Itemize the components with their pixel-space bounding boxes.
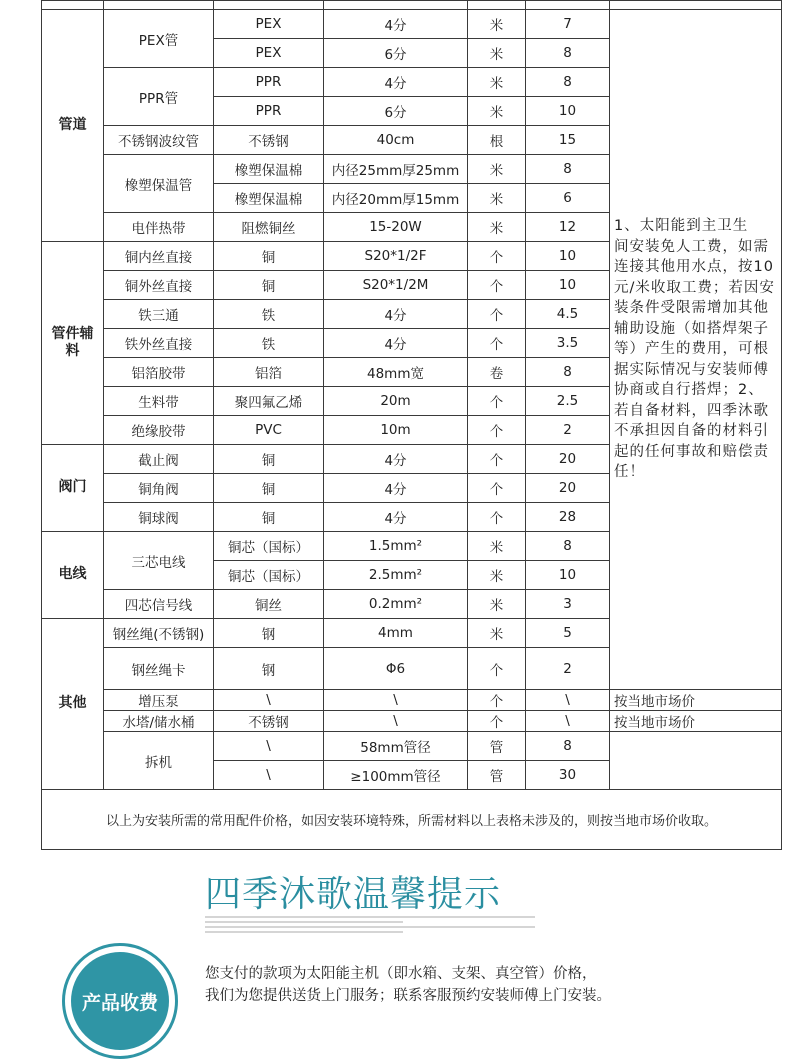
unit-cell: 个 [468, 648, 526, 690]
fee-line-2: 我们为您提供送货上门服务；联系客服预约安装师傅上门安装。 [205, 988, 611, 1004]
material-cell: 铜 [214, 474, 324, 503]
item-name-cell: 钢丝绳卡 [104, 648, 214, 690]
unit-cell: 个 [468, 711, 526, 732]
unit-cell: 个 [468, 474, 526, 503]
unit-cell: 个 [468, 387, 526, 416]
material-cell: PPR [214, 97, 324, 126]
item-name-cell: PEX管 [104, 10, 214, 68]
price-cell: 4.5 [526, 300, 610, 329]
material-cell: 不锈钢 [214, 711, 324, 732]
unit-cell: 个 [468, 271, 526, 300]
item-name-cell: 钢丝绳(不锈钢) [104, 619, 214, 648]
price-cell: 8 [526, 732, 610, 761]
price-cell: 20 [526, 445, 610, 474]
item-name-cell: 生料带 [104, 387, 214, 416]
table-header-strip [42, 1, 782, 10]
unit-cell: 个 [468, 329, 526, 358]
material-cell: 橡塑保温棉 [214, 155, 324, 184]
price-cell: 20 [526, 474, 610, 503]
spec-cell: 4分 [324, 503, 468, 532]
item-name-cell: 四芯信号线 [104, 590, 214, 619]
item-name-cell: 不锈钢波纹管 [104, 126, 214, 155]
material-cell: 铁 [214, 329, 324, 358]
item-name-cell: 铁外丝直接 [104, 329, 214, 358]
price-cell: 7 [526, 10, 610, 39]
material-cell: PPR [214, 68, 324, 97]
material-cell: PEX [214, 10, 324, 39]
price-cell: 8 [526, 358, 610, 387]
price-cell: 8 [526, 532, 610, 561]
table-row [42, 732, 782, 761]
fee-description [205, 963, 611, 1007]
price-cell: 2 [526, 648, 610, 690]
item-name-cell: 橡塑保温管 [104, 155, 214, 213]
spec-cell: S20*1/2M [324, 271, 468, 300]
spec-cell: 0.2mm² [324, 590, 468, 619]
price-cell: 10 [526, 242, 610, 271]
price-cell: 10 [526, 97, 610, 126]
item-name-cell: 铜角阀 [104, 474, 214, 503]
unit-cell: 个 [468, 300, 526, 329]
unit-cell: 米 [468, 68, 526, 97]
unit-cell: 卷 [468, 358, 526, 387]
item-name-cell: 电伴热带 [104, 213, 214, 242]
item-name-cell: 拆机 [104, 732, 214, 790]
spec-cell: 58mm管径 [324, 732, 468, 761]
fee-badge: 产品收费 [71, 952, 169, 1050]
item-name-cell: 铝箔胶带 [104, 358, 214, 387]
material-cell: \ [214, 690, 324, 711]
category-cell: 电线 [42, 532, 104, 619]
unit-cell: 个 [468, 445, 526, 474]
table-row [42, 711, 782, 732]
item-name-cell: 绝缘胶带 [104, 416, 214, 445]
fee-line-1: 您支付的款项为太阳能主机（即水箱、支架、真空管）价格， [205, 966, 597, 982]
spec-cell: 15-20W [324, 213, 468, 242]
category-cell: 管道 [42, 10, 104, 242]
spec-cell: ≥100mm管径 [324, 761, 468, 790]
decorative-fine-print [205, 916, 535, 936]
note-cell: 按当地市场价 [610, 690, 782, 711]
spec-cell: 内径20mm厚15mm [324, 184, 468, 213]
table-row [42, 690, 782, 711]
spec-cell: 6分 [324, 39, 468, 68]
category-cell: 管件辅料 [42, 242, 104, 445]
material-cell: 铜 [214, 271, 324, 300]
spec-cell: 48mm宽 [324, 358, 468, 387]
spec-cell: 内径25mm厚25mm [324, 155, 468, 184]
material-cell: 铜芯（国标） [214, 561, 324, 590]
item-name-cell: 增压泵 [104, 690, 214, 711]
item-name-cell: 铁三通 [104, 300, 214, 329]
note-cell: 按当地市场价 [610, 711, 782, 732]
unit-cell: 米 [468, 184, 526, 213]
material-cell: \ [214, 761, 324, 790]
price-cell: \ [526, 711, 610, 732]
price-cell: 8 [526, 155, 610, 184]
spec-cell: 40cm [324, 126, 468, 155]
unit-cell: 米 [468, 213, 526, 242]
spec-cell: 20m [324, 387, 468, 416]
item-name-cell: 铜内丝直接 [104, 242, 214, 271]
price-cell: 12 [526, 213, 610, 242]
material-cell: 不锈钢 [214, 126, 324, 155]
material-cell: 铝箔 [214, 358, 324, 387]
material-cell: 橡塑保温棉 [214, 184, 324, 213]
price-cell: 2 [526, 416, 610, 445]
item-name-cell: 铜外丝直接 [104, 271, 214, 300]
price-cell: 6 [526, 184, 610, 213]
item-name-cell: 水塔/储水桶 [104, 711, 214, 732]
material-cell: \ [214, 732, 324, 761]
footer-note: 以上为安装所需的常用配件价格，如因安装环境特殊，所需材料以上表格未涉及的，则按当地市场价收取。 [42, 790, 782, 850]
material-cell: 铜 [214, 445, 324, 474]
spec-cell: 4mm [324, 619, 468, 648]
price-cell: 3 [526, 590, 610, 619]
material-cell: PVC [214, 416, 324, 445]
unit-cell: 米 [468, 155, 526, 184]
unit-cell: 个 [468, 690, 526, 711]
spec-cell: 4分 [324, 300, 468, 329]
unit-cell: 米 [468, 39, 526, 68]
unit-cell: 米 [468, 10, 526, 39]
price-cell: 10 [526, 561, 610, 590]
spec-cell: 4分 [324, 329, 468, 358]
price-cell: 30 [526, 761, 610, 790]
spec-cell: \ [324, 711, 468, 732]
price-cell: 15 [526, 126, 610, 155]
spec-cell: 4分 [324, 445, 468, 474]
material-cell: 铜芯（国标） [214, 532, 324, 561]
unit-cell: 根 [468, 126, 526, 155]
material-cell: 铜 [214, 242, 324, 271]
item-name-cell: PPR管 [104, 68, 214, 126]
material-cell: 铁 [214, 300, 324, 329]
price-cell: 8 [526, 68, 610, 97]
price-cell: 2.5 [526, 387, 610, 416]
spec-cell: 10m [324, 416, 468, 445]
spec-cell: 1.5mm² [324, 532, 468, 561]
category-cell: 其他 [42, 619, 104, 790]
unit-cell: 米 [468, 590, 526, 619]
material-cell: 钢 [214, 648, 324, 690]
spec-cell: \ [324, 690, 468, 711]
price-cell: 28 [526, 503, 610, 532]
item-name-cell: 铜球阀 [104, 503, 214, 532]
spec-cell: 4分 [324, 10, 468, 39]
tips-title: 四季沐歌温馨提示 [205, 874, 502, 915]
spec-cell: Φ6 [324, 648, 468, 690]
unit-cell: 管 [468, 732, 526, 761]
spec-cell: 4分 [324, 474, 468, 503]
material-cell: 钢 [214, 619, 324, 648]
price-cell: 3.5 [526, 329, 610, 358]
price-cell: \ [526, 690, 610, 711]
category-cell: 阀门 [42, 445, 104, 532]
price-cell: 10 [526, 271, 610, 300]
material-cell: 铜丝 [214, 590, 324, 619]
spec-cell: 6分 [324, 97, 468, 126]
accessory-price-table [41, 0, 782, 850]
note-cell [610, 732, 782, 790]
table-footer-row [42, 790, 782, 850]
unit-cell: 管 [468, 761, 526, 790]
item-name-cell: 截止阀 [104, 445, 214, 474]
material-cell: 阻燃铜丝 [214, 213, 324, 242]
unit-cell: 个 [468, 416, 526, 445]
material-cell: 聚四氟乙烯 [214, 387, 324, 416]
unit-cell: 个 [468, 503, 526, 532]
material-cell: 铜 [214, 503, 324, 532]
price-cell: 5 [526, 619, 610, 648]
item-name-cell: 三芯电线 [104, 532, 214, 590]
unit-cell: 个 [468, 242, 526, 271]
unit-cell: 米 [468, 532, 526, 561]
spec-cell: 4分 [324, 68, 468, 97]
spec-cell: S20*1/2F [324, 242, 468, 271]
unit-cell: 米 [468, 561, 526, 590]
table-row [42, 10, 782, 39]
unit-cell: 米 [468, 97, 526, 126]
installation-note: 1、太阳能到主卫生 间安装免人工费，如需连接其他用水点，按10元/米收取工费；若因安装条件受限需增加其他辅助设施（如搭焊架子等）产生的费用，可根据实际情况与安装师傅协商或自行搭焊；2、若自备材料，四季沐歌不承担因自备的材料引起的任何事故和赔偿责任！ [610, 10, 782, 690]
spec-cell: 2.5mm² [324, 561, 468, 590]
price-cell: 8 [526, 39, 610, 68]
material-cell: PEX [214, 39, 324, 68]
unit-cell: 米 [468, 619, 526, 648]
